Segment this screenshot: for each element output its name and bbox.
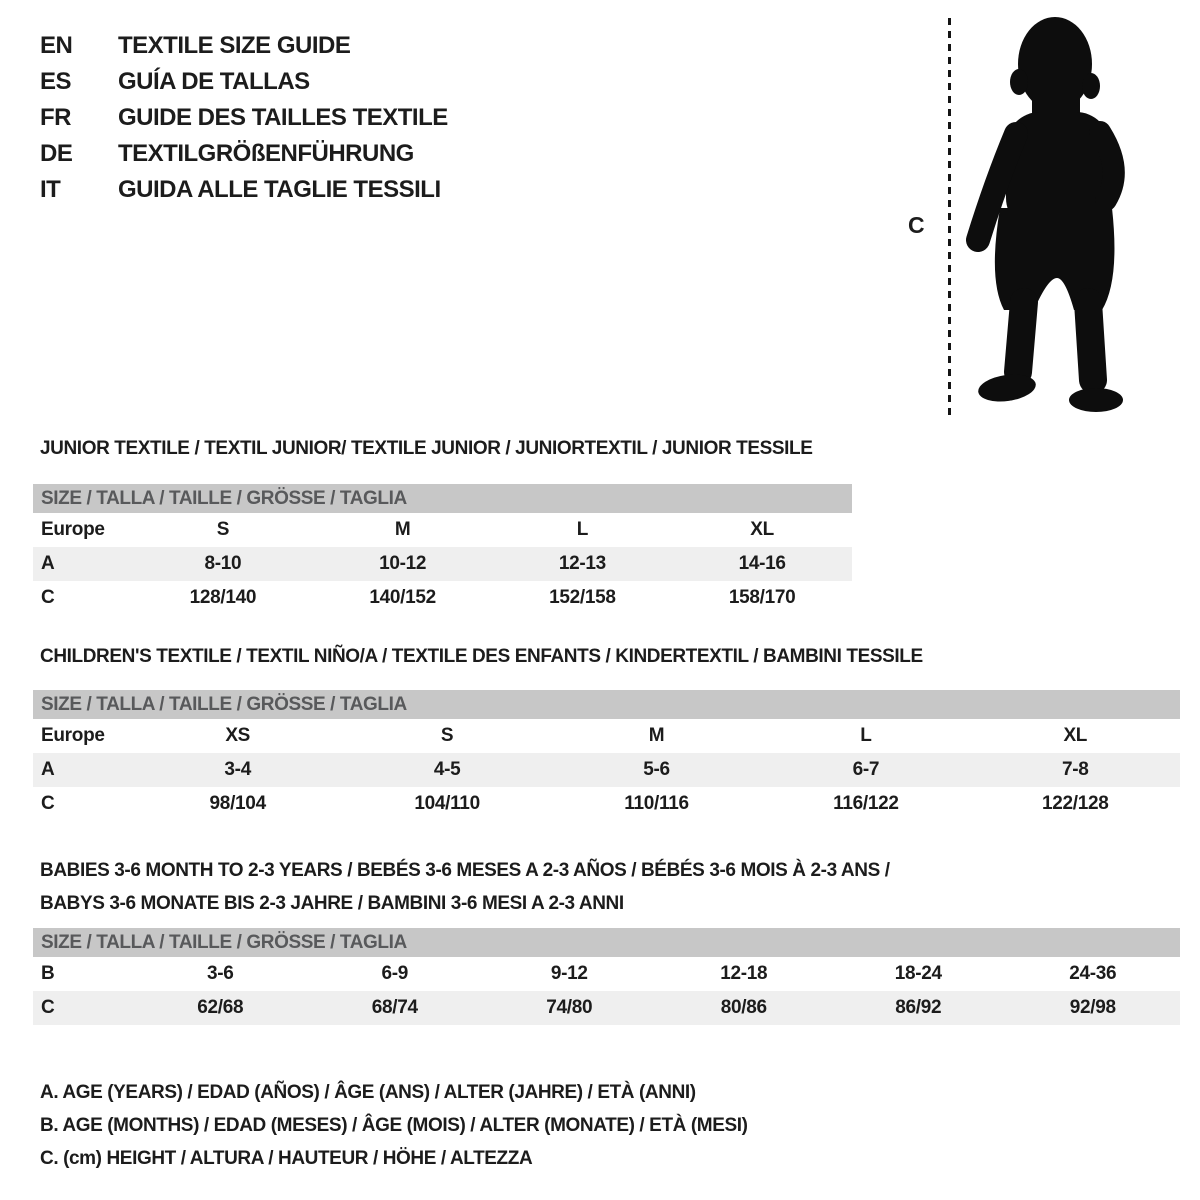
table-cell: 9-12 xyxy=(550,963,588,984)
babies-size-table xyxy=(33,928,1180,1025)
table-cell: 110/116 xyxy=(624,793,689,814)
table-cell: 92/98 xyxy=(1069,997,1116,1018)
legend-line-a: A. AGE (YEARS) / EDAD (AÑOS) / ÂGE (ANS) / ALTER (JAHRE) / ETÀ (ANNI) xyxy=(40,1082,696,1103)
table-cell: 5-6 xyxy=(643,759,670,780)
table-cell: 86/92 xyxy=(895,997,942,1018)
table-cell: 8-10 xyxy=(204,553,242,574)
table-cell: 104/110 xyxy=(414,793,480,814)
table-cell: B xyxy=(41,963,55,984)
legend-line-c: C. (cm) HEIGHT / ALTURA / HAUTEUR / HÖHE / ALTEZZA xyxy=(40,1148,533,1169)
children-section-title: CHILDREN'S TEXTILE / TEXTIL NIÑO/A / TEXTILE DES ENFANTS / KINDERTEXTIL / BAMBINI TESSILE xyxy=(40,646,923,667)
babies-section-title xyxy=(40,854,890,920)
table-cell: 158/170 xyxy=(728,587,796,608)
junior-section-title: JUNIOR TEXTILE / TEXTIL JUNIOR/ TEXTILE JUNIOR / JUNIORTEXTIL / JUNIOR TESSILE xyxy=(40,438,813,459)
children-header-row xyxy=(33,719,1180,753)
table-cell: 10-12 xyxy=(379,553,427,574)
junior-header-row xyxy=(33,513,852,547)
table-cell: 14-16 xyxy=(738,553,786,574)
junior-size-bar: SIZE / TALLA / TAILLE / GRÖSSE / TAGLIA xyxy=(33,484,852,513)
height-dashed-line xyxy=(948,18,951,416)
measurement-legend xyxy=(40,1076,748,1175)
table-cell: M xyxy=(648,725,665,746)
table-cell: 98/104 xyxy=(209,793,266,814)
children-size-bar: SIZE / TALLA / TAILLE / GRÖSSE / TAGLIA xyxy=(33,690,1180,719)
children-size-table xyxy=(33,690,1180,821)
table-cell: 4-5 xyxy=(433,759,461,780)
table-cell: A xyxy=(41,553,55,574)
language-code: IT xyxy=(40,176,61,203)
table-cell: C xyxy=(41,997,55,1018)
table-cell: C xyxy=(41,793,55,814)
height-measure-label: C xyxy=(908,212,925,238)
table-cell: M xyxy=(394,519,411,540)
table-cell: L xyxy=(860,725,872,746)
table-cell: 24-36 xyxy=(1069,963,1117,984)
table-cell: S xyxy=(440,725,454,746)
table-cell: 62/68 xyxy=(197,997,244,1018)
language-code: EN xyxy=(40,32,73,59)
table-cell: 6-9 xyxy=(381,963,409,984)
language-title: GUIDA ALLE TAGLIE TESSILI xyxy=(118,176,441,203)
babies-row-months xyxy=(33,957,1180,991)
junior-size-table xyxy=(33,484,852,615)
toddler-silhouette-icon xyxy=(960,12,1138,422)
babies-title-line1: BABIES 3-6 MONTH TO 2-3 YEARS / BEBÉS 3-6 MESES A 2-3 AÑOS / BÉBÉS 3-6 MOIS À 2-3 ANS / xyxy=(40,860,890,881)
table-cell: 116/122 xyxy=(833,793,899,814)
table-cell: L xyxy=(576,519,589,540)
table-cell: 3-6 xyxy=(206,963,234,984)
language-title: TEXTILE SIZE GUIDE xyxy=(118,32,351,59)
babies-title-line2: BABYS 3-6 MONATE BIS 2-3 JAHRE / BAMBINI 3-6 MESI A 2-3 ANNI xyxy=(40,893,624,914)
babies-row-height xyxy=(33,991,1180,1025)
table-cell: 140/152 xyxy=(369,587,436,608)
table-cell: 152/158 xyxy=(549,587,616,608)
language-title: GUIDE DES TAILLES TEXTILE xyxy=(118,104,448,131)
language-title: GUÍA DE TALLAS xyxy=(118,68,310,95)
table-cell: 7-8 xyxy=(1062,759,1089,780)
children-row-height xyxy=(33,787,1180,821)
table-cell: C xyxy=(41,587,55,608)
language-code: ES xyxy=(40,68,72,95)
language-title: TEXTILGRÖßENFÜHRUNG xyxy=(118,140,414,167)
table-cell: 122/128 xyxy=(1041,793,1109,814)
table-cell: S xyxy=(216,519,230,540)
table-cell: 74/80 xyxy=(546,997,593,1018)
table-cell: 3-4 xyxy=(224,759,251,780)
junior-row-height xyxy=(33,581,852,615)
table-cell: 128/140 xyxy=(189,587,257,608)
table-cell: 6-7 xyxy=(852,759,880,780)
table-cell: 12-18 xyxy=(720,963,768,984)
legend-line-b: B. AGE (MONTHS) / EDAD (MESES) / ÂGE (MOIS) / ALTER (MONATE) / ETÀ (MESI) xyxy=(40,1115,748,1136)
table-cell: Europe xyxy=(41,725,105,746)
language-list xyxy=(40,28,448,208)
babies-size-bar: SIZE / TALLA / TAILLE / GRÖSSE / TAGLIA xyxy=(33,928,1180,957)
table-cell: 80/86 xyxy=(720,997,767,1018)
table-cell: 68/74 xyxy=(371,997,418,1018)
table-cell: A xyxy=(41,759,55,780)
language-code: DE xyxy=(40,140,73,167)
table-cell: XL xyxy=(750,519,774,540)
table-cell: XS xyxy=(225,725,251,746)
language-code: FR xyxy=(40,104,71,131)
table-cell: 12-13 xyxy=(558,553,606,574)
table-cell: Europe xyxy=(41,519,105,540)
junior-row-age xyxy=(33,547,852,581)
children-row-age xyxy=(33,753,1180,787)
table-cell: XL xyxy=(1063,725,1088,746)
table-cell: 18-24 xyxy=(894,963,942,984)
